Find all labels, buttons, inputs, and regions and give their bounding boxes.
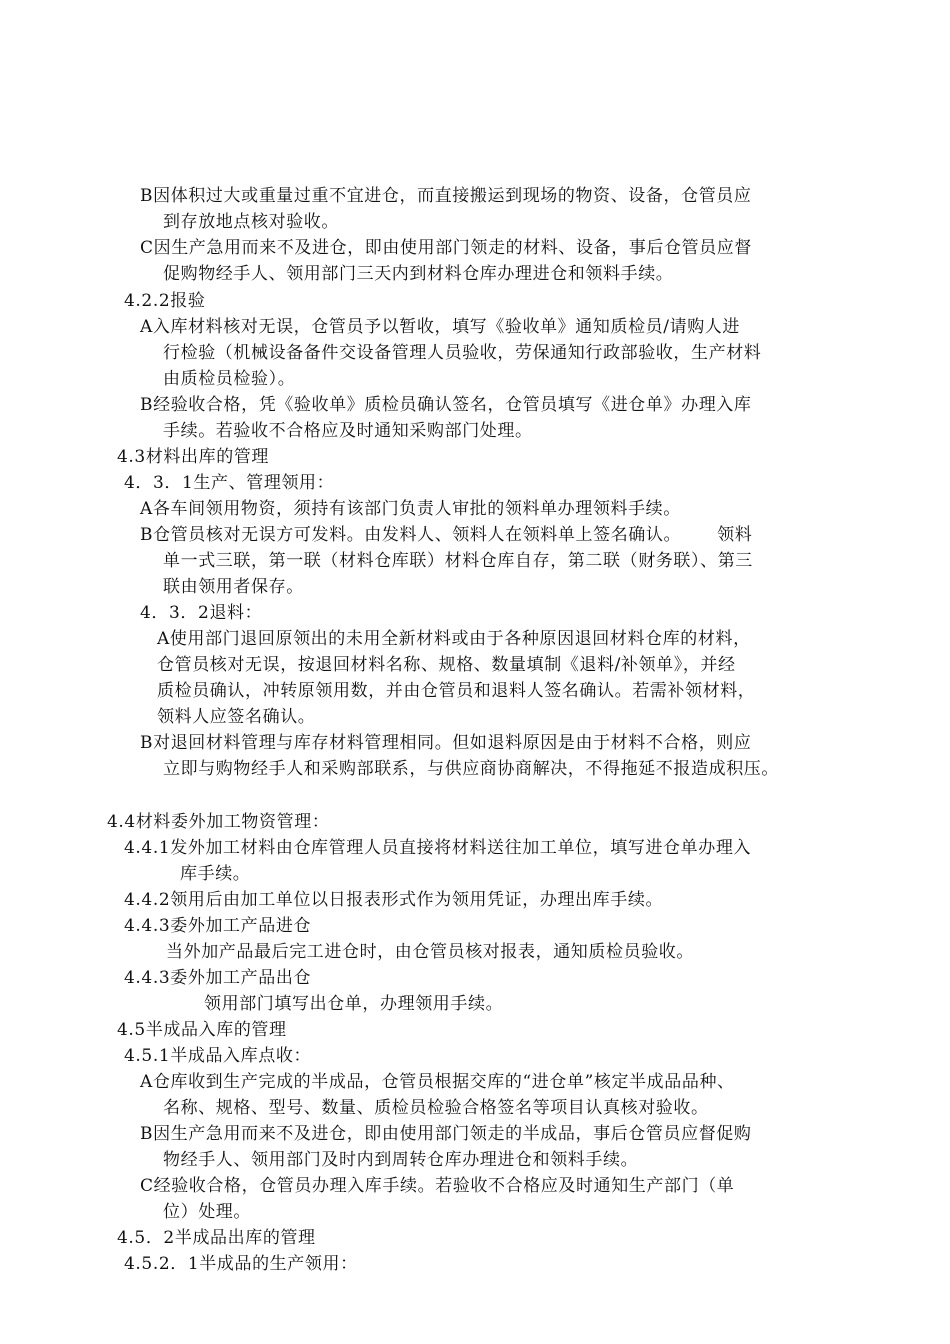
text-line: B经验收合格，凭《验收单》质检员确认签名，仓管员填写《进仓单》办理入库: [140, 395, 752, 415]
text-line: 物经手人、领用部门及时内到周转仓库办理进仓和领料手续。: [163, 1150, 639, 1170]
text-line: 库手续。: [180, 864, 251, 884]
text-line: 联由领用者保存。: [163, 577, 304, 597]
text-line: 由质检员检验）。: [163, 369, 296, 389]
section-heading: 4.4.3委外加工产品进仓: [124, 916, 312, 936]
text-line: 名称、规格、型号、数量、质检员检验合格签名等项目认真核对验收。: [163, 1098, 709, 1118]
section-heading: 4.3材料出库的管理: [117, 447, 270, 467]
text-line: 4.4.1发外加工材料由仓库管理人员直接将材料送往加工单位，填写进仓单办理入: [124, 838, 752, 858]
text-line: 到存放地点核对验收。: [163, 212, 339, 232]
section-heading: 4.5.2．1半成品的生产领用：: [124, 1254, 358, 1274]
text-line: B对退回材料管理与库存材料管理相同。但如退料原因是由于材料不合格，则应: [140, 733, 752, 753]
text-line: A各车间领用物资，须持有该部门负责人审批的领料单办理领料手续。: [140, 499, 681, 519]
text-line: 行检验（机械设备备件交设备管理人员验收，劳保通知行政部验收，生产材料: [163, 343, 762, 363]
text-line: 手续。若验收不合格应及时通知采购部门处理。: [163, 421, 533, 441]
text-line: 领用部门填写出仓单，办理领用手续。: [204, 994, 504, 1014]
text-line: 仓管员核对无误，按退回材料名称、规格、数量填制《退料/补领单》，并经: [157, 655, 736, 675]
text-line: 促购物经手人、领用部门三天内到材料仓库办理进仓和领料手续。: [163, 264, 674, 284]
section-heading: 4.2.2报验: [124, 291, 206, 311]
text-line: B因生产急用而来不及进仓，即由使用部门领走的半成品，事后仓管员应督促购: [140, 1124, 752, 1144]
text-line: C因生产急用而来不及进仓，即由使用部门领走的材料、设备，事后仓管员应督: [140, 238, 753, 258]
text-line: B因体积过大或重量过重不宜进仓，而直接搬运到现场的物资、设备，仓管员应: [140, 186, 752, 206]
text-line: 质检员确认，冲转原领用数，并由仓管员和退料人签名确认。若需补领材料，: [157, 681, 756, 701]
section-heading: 4.5．2半成品出库的管理: [117, 1228, 316, 1248]
section-heading: 4.5.1半成品入库点收：: [124, 1046, 312, 1066]
text-line: 当外加产品最后完工进仓时，由仓管员核对报表，通知质检员验收。: [166, 942, 694, 962]
section-heading: 4.5半成品入库的管理: [117, 1020, 287, 1040]
section-heading: 4．3．2退料：: [140, 603, 263, 623]
section-heading: 4．3．1生产、管理领用：: [124, 473, 335, 493]
text-line: 位）处理。: [163, 1202, 251, 1222]
section-heading: 4.4材料委外加工物资管理：: [107, 812, 330, 832]
text-line: 单一式三联，第一联（材料仓库联）材料仓库自存，第二联（财务联）、第三: [163, 551, 753, 571]
text-line: A入库材料核对无误，仓管员予以暂收，填写《验收单》通知质检员/请购人进: [140, 317, 741, 337]
text-line: C经验收合格，仓管员办理入库手续。若验收不合格应及时通知生产部门（单: [140, 1176, 735, 1196]
text-line: 4.4.2领用后由加工单位以日报表形式作为领用凭证，办理出库手续。: [124, 890, 664, 910]
text-line: 立即与购物经手人和采购部联系，与供应商协商解决，不得拖延不报造成积压。: [163, 759, 779, 779]
text-line: 领料人应签名确认。: [157, 707, 316, 727]
text-line: A仓库收到生产完成的半成品，仓管员根据交库的“进仓单”核定半成品品种、: [140, 1072, 735, 1092]
text-line: A使用部门退回原领出的未用全新材料或由于各种原因退回材料仓库的材料，: [157, 629, 751, 649]
section-heading: 4.4.3委外加工产品出仓: [124, 968, 312, 988]
text-line: B仓管员核对无误方可发料。由发料人、领料人在领料单上签名确认。 领料: [140, 525, 753, 545]
